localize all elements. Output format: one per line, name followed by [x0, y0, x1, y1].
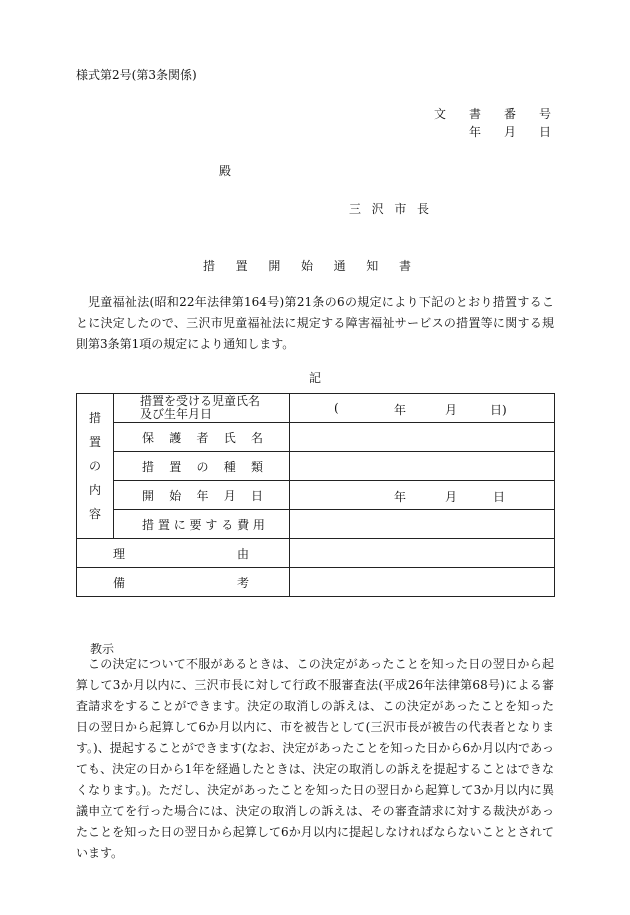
- type-label: 措 置 の 種 類: [114, 452, 290, 481]
- open-paren: (: [334, 401, 339, 415]
- child-day-label: 日): [490, 403, 507, 417]
- page-title: 措 置 開 始 通 知 書: [203, 259, 411, 273]
- cost-value: [290, 510, 555, 539]
- document-number-label: 文 書 番 号: [434, 107, 551, 121]
- table-row-child: [77, 394, 555, 423]
- type-value: [290, 452, 555, 481]
- start-year-label: 年: [394, 490, 407, 504]
- side-label-cell: [77, 394, 114, 539]
- child-birthdate-cell: [290, 394, 555, 423]
- start-month-label: 月: [445, 490, 458, 504]
- guardian-label: 保 護 者 氏 名: [114, 423, 290, 452]
- child-name-label: [114, 394, 290, 423]
- instruction-heading: 教示: [90, 642, 115, 656]
- reason-value: [290, 539, 555, 568]
- table-row-guardian: [77, 423, 555, 452]
- table-row-remarks: [77, 568, 555, 597]
- addressee-suffix: 殿: [219, 164, 232, 178]
- table-row-start: [77, 481, 555, 510]
- table-row-cost: [77, 510, 555, 539]
- start-day-label: 日: [493, 490, 506, 504]
- child-year-label: 年: [394, 403, 407, 417]
- date-label: 年 月 日: [469, 125, 551, 139]
- side-label: 措 置 の 内 容: [88, 411, 101, 521]
- start-date-label: 開 始 年 月 日: [114, 481, 290, 510]
- instruction-text: この決定について不服があるときは、この決定があったことを知った日の翌日から起算して3か月以内に、三沢市長に対して行政不服審査法(平成26年法律第68号)による審査請求をすることができます。決定の取消しの訴えは、この決定があったことを知った日の翌日から起算して6か月以内に、市を被告として(三沢市長が被告の代表者となります。)、提起することができます(なお、決定があったことを知った日から6か月以内であっても、決定の日から1年を経過したときは、決定の取消しの訴えを提起することはできなくなります。)。ただし、決定があったことを知った日の翌日から起算して3か月以内に異議申立てを行った場合には、決定の取消しの訴えは、その審査請求に対する裁決があったことを知った日の翌日から起算して6か月以内に提起しなければならないこととされています。: [76, 657, 554, 860]
- child-name-label-line2: 及び生年月日: [140, 407, 213, 421]
- cost-label: 措 置 に 要 す る 費 用: [114, 510, 290, 539]
- table-row-reason: [77, 539, 555, 568]
- child-name-label-line1: 措置を受ける児童氏名: [140, 394, 261, 408]
- remarks-value: [290, 568, 555, 597]
- reason-label: 理 由: [77, 539, 290, 568]
- issuer: 三 沢 市 長: [349, 202, 429, 216]
- table-row-type: [77, 452, 555, 481]
- start-date-cell: [290, 481, 555, 510]
- notice-table: [76, 393, 555, 597]
- remarks-label: 備 考: [77, 568, 290, 597]
- body-text: 児童福祉法(昭和22年法律第164号)第21条の6の規定により下記のとおり措置することに決定したので、三沢市児童福祉法に規定する障害福祉サービスの措置等に関する規則第3条第1項の規定により通知します。: [76, 295, 554, 351]
- ki-label: 記: [309, 371, 322, 385]
- guardian-value: [290, 423, 555, 452]
- form-id: 様式第2号(第3条関係): [76, 68, 197, 82]
- child-month-label: 月: [445, 403, 458, 417]
